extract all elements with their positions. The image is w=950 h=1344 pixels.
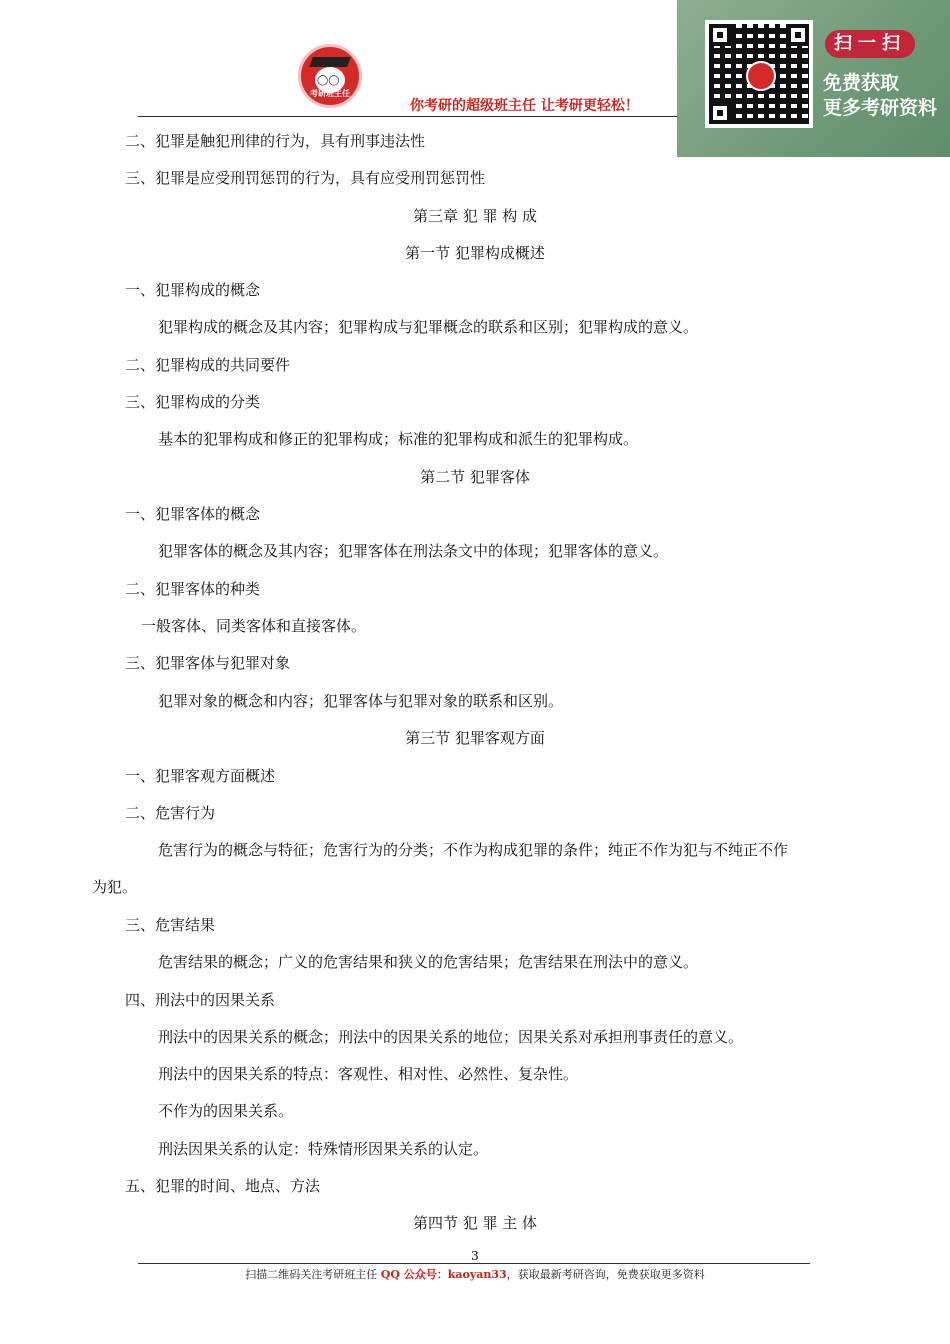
section-title: 第四节 犯 罪 主 体 (412, 1214, 538, 1232)
footer-text (0, 1266, 950, 1282)
footer-qq: QQ 公众号：kaoyan33 (380, 1268, 507, 1281)
qr-finder-icon (709, 102, 731, 124)
paragraph: 犯罪对象的概念和内容；犯罪客体与犯罪对象的联系和区别。 (158, 692, 564, 710)
graduation-cap-icon (309, 57, 351, 67)
header-slogan: 你考研的超级班主任 让考研更轻松！ (410, 98, 639, 114)
paragraph: 基本的犯罪构成和修正的犯罪构成；标准的犯罪构成和派生的犯罪构成。 (158, 430, 639, 448)
qr-finder-icon (709, 24, 731, 46)
qr-finder-icon (787, 24, 809, 46)
list-item: 三、犯罪客体与犯罪对象 (125, 654, 291, 672)
promo-banner[interactable] (677, 0, 950, 157)
promo-line-1: 免费获取 (823, 72, 900, 94)
section-title: 第三节 犯罪客观方面 (405, 729, 545, 747)
paragraph: 危害结果的概念；广义的危害结果和狭义的危害结果；危害结果在刑法中的意义。 (158, 953, 699, 971)
footer-divider (138, 1263, 810, 1264)
paragraph: 刑法中的因果关系的概念；刑法中的因果关系的地位；因果关系对承担刑事责任的意义。 (158, 1028, 744, 1046)
footer-suffix: ，获取最新考研咨询，免费获取更多资料 (506, 1268, 705, 1281)
paragraph: 犯罪构成的概念及其内容；犯罪构成与犯罪概念的联系和区别；犯罪构成的意义。 (158, 318, 699, 336)
list-item: 一、犯罪客体的概念 (125, 505, 261, 523)
list-item: 二、危害行为 (125, 804, 216, 822)
list-item: 二、犯罪是触犯刑律的行为，具有刑事违法性 (125, 132, 426, 150)
list-item: 四、刑法中的因果关系 (125, 991, 276, 1009)
paragraph: 不作为的因果关系。 (158, 1102, 294, 1120)
paragraph: 刑法中的因果关系的特点：客观性、相对性、必然性、复杂性。 (158, 1065, 579, 1083)
list-item: 三、危害结果 (125, 916, 216, 934)
qr-logo-icon (746, 61, 776, 91)
list-item: 三、犯罪是应受刑罚惩罚的行为，具有应受刑罚惩罚性 (125, 169, 486, 187)
paragraph: 危害行为的概念与特征；危害行为的分类；不作为构成犯罪的条件；纯正不作为犯与不纯正不作 (158, 841, 789, 859)
paragraph: 一般客体、同类客体和直接客体。 (141, 617, 367, 635)
chapter-title: 第三章 犯 罪 构 成 (412, 207, 538, 225)
list-item: 二、犯罪构成的共同要件 (125, 356, 291, 374)
section-title: 第一节 犯罪构成概述 (405, 244, 545, 262)
promo-line-2: 更多考研资料 (823, 97, 938, 119)
glasses-icon: ◯◯ (317, 75, 340, 86)
list-item: 五、犯罪的时间、地点、方法 (125, 1177, 321, 1195)
header-divider (138, 116, 678, 117)
page-number: 3 (471, 1249, 479, 1263)
list-item: 一、犯罪客观方面概述 (125, 767, 276, 785)
qr-code-icon[interactable] (705, 20, 813, 128)
paragraph: 犯罪客体的概念及其内容；犯罪客体在刑法条文中的体现；犯罪客体的意义。 (158, 542, 669, 560)
scan-badge: 扫一扫 (825, 30, 915, 58)
section-title: 第二节 犯罪客体 (420, 468, 530, 486)
list-item: 一、犯罪构成的概念 (125, 281, 261, 299)
logo-label: 考研班主任 (310, 89, 350, 98)
brand-logo (298, 44, 362, 108)
paragraph: 为犯。 (92, 878, 138, 896)
footer-prefix: 扫描二维码关注考研班主任 (245, 1268, 381, 1281)
paragraph: 刑法因果关系的认定：特殊情形因果关系的认定。 (158, 1140, 489, 1158)
list-item: 三、犯罪构成的分类 (125, 393, 261, 411)
list-item: 二、犯罪客体的种类 (125, 580, 261, 598)
